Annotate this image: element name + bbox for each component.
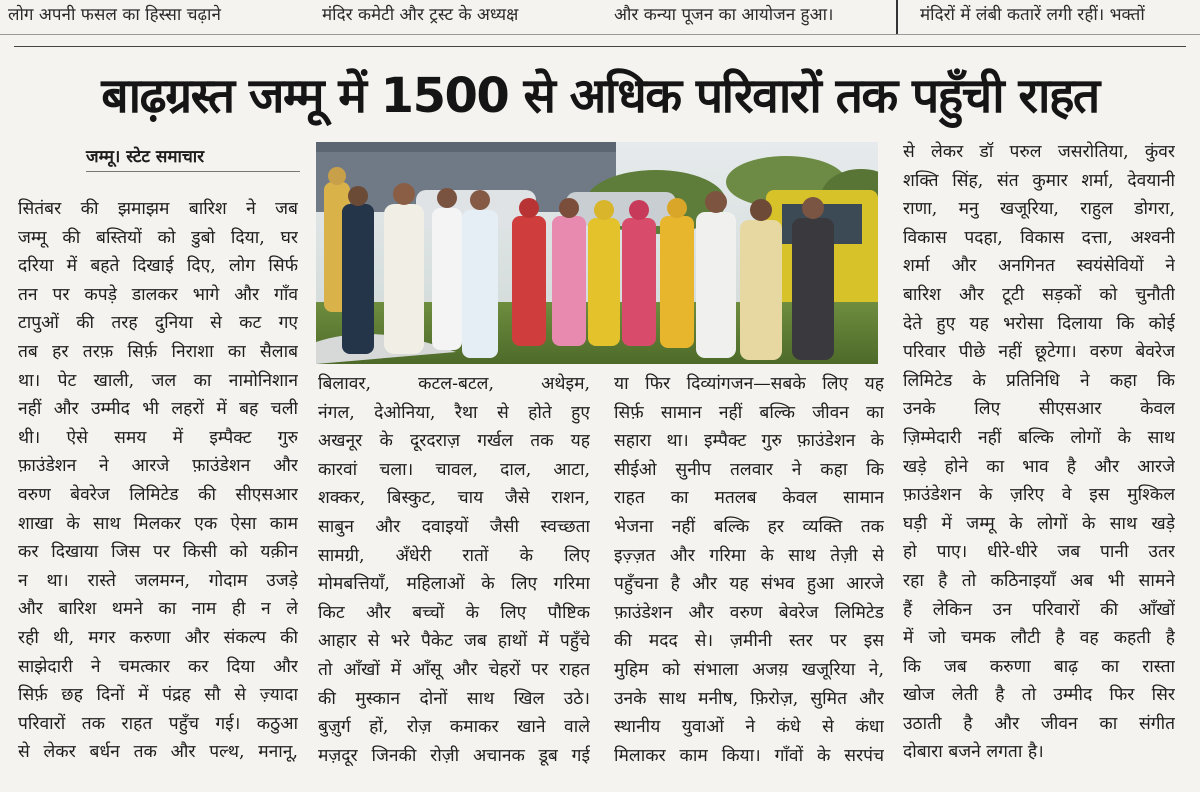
article-line: साबुन और दवाइयों जैसी स्वच्छता [318,516,590,537]
article-line: स्थानीय युवाओं ने कंधे से कंधा [614,717,884,738]
article-line: उठाती है और जीवन का संगीत [903,713,1175,734]
article-line: किट और बच्चों के लिए पौष्टिक [318,602,590,623]
article-line: की मुस्कान दोनों साथ खिल उठे। [318,688,590,709]
article-line: कर दिखाया जिस पर किसी को यक़ीन [18,542,298,563]
article-column-3 [614,370,884,770]
article-line: देते हुए यह भरोसा दिलाया कि कोई [903,313,1175,334]
article-line: न था। रास्ते जलमग्न, गोदाम उजड़े [18,570,298,591]
article-line: राणा, मनु खजूरिया, राहुल डोगरा, [903,199,1175,220]
article-line: रहा है तो कठिनाइयाँ अब भी सामने [903,570,1175,591]
article-line: साझेदारी ने चमत्कार कर दिया और [18,656,298,677]
article-line: शाखा के साथ मिलकर एक ऐसा काम [18,513,298,534]
article-line: सितंबर की झमाझम बारिश ने जब [18,199,298,219]
article-line: की मदद से। ज़मीनी स्तर पर इस [614,631,884,652]
article-line: ज़िम्मेदारी नहीं बल्कि लोगों के साथ [903,427,1175,448]
article-line: सिर्फ़ सामान नहीं बल्कि जीवन का [614,402,884,423]
article-line: थी। ऐसे समय में इम्पैक्ट गुरु [18,427,298,448]
article-line: में जो चमक लौटी है वह कहती है [903,628,1175,649]
article-line: शर्मा और अनगिनत स्वयंसेवियों ने [903,256,1175,277]
article-line: दरिया में बहते दिखाई दिए, लोग सिर्फ [18,256,298,277]
article-line: बुज़ुर्ग हों, रोज़ कमाकर खाने वाले [318,717,590,738]
strip-text: मंदिरों में लंबी कतारें लगी रहीं। भक्तों [920,5,1145,25]
strip-text: लोग अपनी फसल का हिस्सा चढ़ाने [8,5,221,25]
article-line: राहत का मतलब केवल सामान [614,488,884,509]
article-line: परिवारों तक राहत पहुँच गई। कठुआ [18,713,298,734]
article-line: हैं लेकिन उन परिवारों की आँखों [903,599,1175,620]
article-line: टापुओं की तरह दुनिया से कट गए [18,313,298,334]
article-line: इज़्ज़त और गरिमा के साथ तेज़ी से [614,545,884,566]
article-line: घड़ी में जम्मू के लोगों के साथ खड़े [903,513,1175,534]
article-line: हो पाए। धीरे-धीरे जब पानी उतर [903,542,1175,563]
article-line: था। पेट खाली, जल का नामोनिशान [18,370,298,391]
article-line: जम्मू की बस्तियों को डुबो दिया, घर [18,227,298,248]
article-column-1 [18,195,298,767]
article-line: उनके लिए सीएसआर केवल [903,399,1175,420]
article-line: रही थी, मगर करुणा और संकल्प की [18,627,298,648]
article-line: अखनूर के दूरदराज़ गर्खल तक यह [318,431,590,452]
article-line: से लेकर बर्धन तक और पल्थ, मनानू, [18,742,298,763]
article-line: बारिश और टूटी सड़कों को चुनौती [903,284,1175,305]
article-line: फ़ाउंडेशन ने आरजे फ़ाउंडेशन और [18,456,298,477]
article-line: आहार से भरे पैकेट जब हाथों में पहुँचे [318,631,590,652]
article-column-2 [318,370,590,770]
group-photo-illustration [316,142,878,364]
article-line: तब हर तरफ़ सिर्फ़ निराशा का सैलाब [18,341,298,362]
article-line: पहुँचना है और यह संभव हुआ आरजे [614,574,884,595]
article-line: फ़ाउंडेशन और वरुण बेवरेज लिमिटेड [614,602,884,623]
article-line: से लेकर डॉ परुल जसरोतिया, कुंवर [903,142,1175,162]
strip-text: और कन्या पूजन का आयोजन हुआ। [614,5,834,25]
section-rule [14,46,1186,47]
article-line: तन पर कपड़े डालकर भागे और गाँव [18,284,298,305]
article-line: मज़दूर जिनकी रोज़ी अचानक डूब गई [318,745,590,766]
article-line: खड़े होने का भाव है और आरजे [903,456,1175,477]
article-line: मिलाकर काम किया। गाँवों के सरपंच [614,745,884,766]
article-line: मुहिम को संभाला अजय़ खजूरिया ने, [614,659,884,680]
article-line: कि जब करुणा बाढ़ का रास्ता [903,656,1175,677]
previous-articles-strip [0,0,1200,35]
article-line: तो आँखों में आँसू और चेहरों पर राहत [318,659,590,680]
article-line: या फिर दिव्यांगजन—सबके लिए यह [614,374,884,394]
article-line: सीईओ सुनीप तलवार ने कहा कि [614,459,884,480]
article-line: दोबारा बजने लगता है। [903,742,1044,763]
article-line: वरुण बेवरेज लिमिटेड की सीएसआर [18,484,298,505]
byline-underline [86,171,300,172]
column-divider [896,0,898,34]
byline: जम्मू। स्टेट समाचार [86,147,205,167]
news-photo [316,142,878,364]
article-line: नंगल, देओनिया, रैथा से होते हुए [318,402,590,423]
article-line: सिर्फ़ छह दिनों में पंद्रह सौ से ज़्यादा [18,685,298,706]
article-line: नहीं और उम्मीद भी लहरों में बह चली [18,399,298,420]
article-line: और बारिश थमने का नाम ही न ले [18,599,298,620]
article-line: विकास पदहा, विकास दत्ता, अश्वनी [903,227,1175,248]
strip-text: मंदिर कमेटी और ट्रस्ट के अध्यक्ष [322,5,519,25]
headline: बाढ़ग्रस्त जम्मू में 1500 से अधिक परिवारों तक पहुँची राहत [101,68,1099,124]
article-line: उनके साथ मनीष, फ़िरोज़, सुमित और [614,688,884,709]
article-line: परिवार पीछे नहीं छूटेगा। वरुण बेवरेज [903,342,1175,363]
article-line: शक्ति सिंह, संत कुमार शर्मा, देवयानी [903,170,1175,191]
article-line: लिमिटेड के प्रतिनिधि ने कहा कि [903,370,1175,391]
article-line: शक्कर, बिस्कुट, चाय जैसे राशन, [318,488,590,509]
article-line: सामग्री, अँधेरी रातों के लिए [318,545,590,566]
article-line: फ़ाउंडेशन के ज़रिए वे इस मुश्किल [903,485,1175,506]
article-line: सहारा था। इम्पैक्ट गुरु फ़ाउंडेशन के [614,431,884,452]
article-line: भेजना नहीं बल्कि हर व्यक्ति तक [614,516,884,537]
article-line: बिलावर, कटल-बटल, अथेइम, [318,374,590,394]
article-line: कारवां चला। चावल, दाल, आटा, [318,459,590,480]
article-column-4 [903,138,1175,767]
article-line: मोमबत्तियाँ, महिलाओं के लिए गरिमा [318,574,590,595]
article-line: खोज लेती है तो उम्मीद फिर सिर [903,685,1175,706]
